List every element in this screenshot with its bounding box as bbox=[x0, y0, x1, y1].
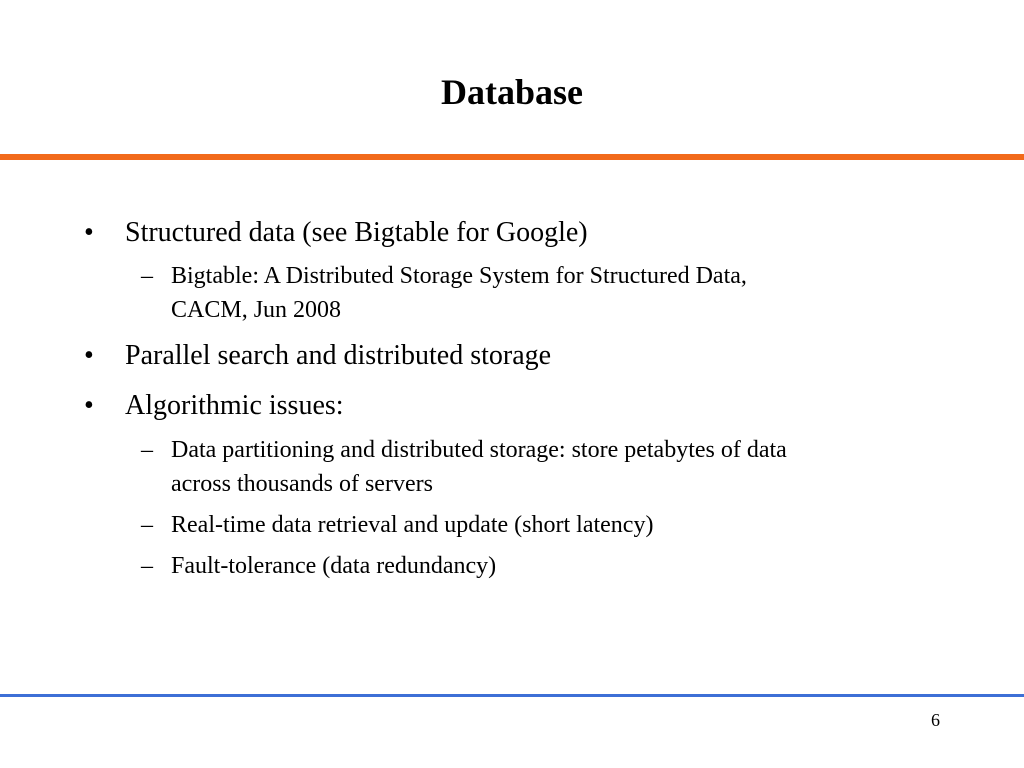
bottom-divider bbox=[0, 694, 1024, 697]
page-number: 6 bbox=[931, 710, 940, 730]
sub-bullet-text: Real-time data retrieval and update (short latency) bbox=[171, 512, 654, 538]
sub-bullet-marker: – bbox=[141, 512, 153, 538]
sub-bullet-line: Data partitioning and distributed storage: store petabytes of data bbox=[171, 437, 787, 463]
sub-bullet-line: across thousands of servers bbox=[171, 471, 433, 497]
sub-bullet-line: CACM, Jun 2008 bbox=[171, 297, 342, 323]
bullet-text: Parallel search and distributed storage bbox=[125, 340, 552, 371]
sub-bullet-text bbox=[171, 259, 931, 327]
bullet-text: Structured data (see Bigtable for Google) bbox=[125, 217, 588, 248]
slide-title: Database bbox=[441, 72, 583, 112]
bullet-marker: • bbox=[84, 217, 94, 248]
sub-bullet-line: Bigtable: A Distributed Storage System for Structured Data, bbox=[171, 263, 747, 289]
bullet-text: Algorithmic issues: bbox=[125, 390, 344, 421]
sub-bullet-marker: – bbox=[141, 437, 153, 463]
sub-bullet-marker: – bbox=[141, 263, 153, 289]
bullet-marker: • bbox=[84, 390, 94, 421]
bullet-marker: • bbox=[84, 340, 94, 371]
sub-bullet-marker: – bbox=[141, 553, 153, 579]
top-divider bbox=[0, 154, 1024, 160]
sub-bullet-text: Fault-tolerance (data redundancy) bbox=[171, 553, 497, 579]
sub-bullet-text bbox=[171, 433, 931, 501]
